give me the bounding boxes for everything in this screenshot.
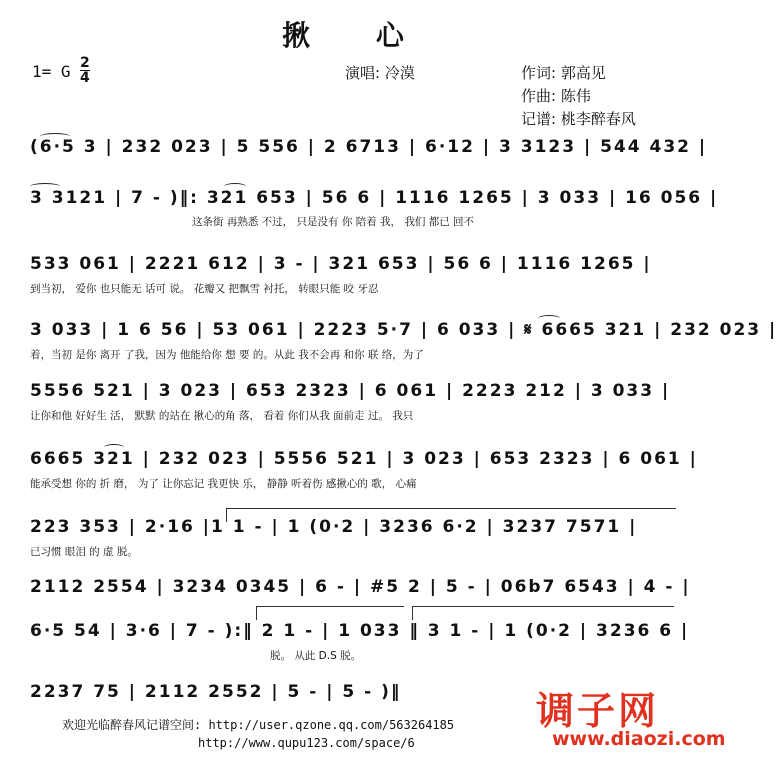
lyric-line-3: 到当初， 爱你 也只能无 话可 说。 花瓣又 把飘雪 衬托， 转眼只能 咬 牙忍 xyxy=(30,283,379,295)
key-signature: 1= G xyxy=(32,62,71,81)
song-title: 揪 心 xyxy=(282,19,432,52)
volta-bracket-2 xyxy=(256,606,404,607)
score-line-7: 223 353 | 2·16 |1 1 - | 1 (0·2 | 3236 6·2 | 3237 7571 | xyxy=(30,517,638,537)
volta-bracket-3-edge xyxy=(412,606,413,620)
lyric-line-6: 能承受想 你的 折 磨， 为了 让你忘记 我更快 乐， 静静 听着伤 感揪心的 歌， 心痛 xyxy=(30,478,417,490)
singer-credit: 演唱: 冷漠 xyxy=(345,64,415,82)
footer-line-1: 欢迎光临醉春风记谱空间: http://user.qzone.qq.com/563264185 xyxy=(62,718,455,732)
score-line-9: 6·5 54 | 3·6 | 7 - ):‖ 2 1 - | 1 033 ‖ 3 1 - | 1 (0·2 | 3236 6 | xyxy=(30,621,690,641)
score-line-2: 3 3121 | 7 - )‖: 321 653 | 56 6 | 1116 1265 | 3 033 | 16 056 | xyxy=(30,188,719,208)
lyric-line-2: 这条街 再熟悉 不过， 只是没有 你 陪着 我， 我们 都已 回不 xyxy=(192,216,475,228)
transcriber-credit: 记谱: 桃李醉春风 xyxy=(521,110,636,128)
score-line-8: 2112 2554 | 3234 0345 | 6 - | #5 2 | 5 - | 06b7 6543 | 4 - | xyxy=(30,577,691,597)
score-line-4: 3 033 | 1 6 56 | 53 061 | 2223 5·7 | 6 033 | 𝄋 6665 321 | 232 023 | xyxy=(30,320,777,340)
volta-bracket-2-edge xyxy=(256,606,257,620)
watermark-logo: 调子网 xyxy=(536,689,660,733)
score-line-10: 2237 75 | 2112 2552 | 5 - | 5 - )‖ xyxy=(30,682,402,702)
footer-line-2: http://www.qupu123.com/space/6 xyxy=(198,736,415,750)
slur-arc xyxy=(224,183,246,190)
lyric-line-7: 已习惯 眼泪 的 虚 脱。 xyxy=(30,546,138,558)
time-signature-top: 2 xyxy=(80,55,90,71)
score-line-3: 533 061 | 2221 612 | 3 - | 321 653 | 56 6 | 1116 1265 | xyxy=(30,254,652,274)
slur-arc xyxy=(104,444,124,451)
composer-credit: 作曲: 陈伟 xyxy=(521,87,591,105)
slur-arc xyxy=(40,133,70,140)
volta-bracket-1 xyxy=(226,508,676,509)
time-signature-bottom: 4 xyxy=(80,70,90,86)
score-line-1: (6·5 3 | 232 023 | 5 556 | 2 6713 | 6·12 | 3 3123 | 544 432 | xyxy=(30,137,708,157)
lyricist-credit: 作词: 郭高见 xyxy=(521,64,606,82)
volta-bracket-3 xyxy=(412,606,674,607)
lyric-line-4: 着，当初 是你 离开 了我，因为 他能给你 想 要 的。从此 我不会再 和你 联 络，为了 xyxy=(30,349,424,361)
watermark-url: www.diaozi.com xyxy=(552,728,726,750)
score-line-6: 6665 321 | 232 023 | 5556 521 | 3 023 | 653 2323 | 6 061 | xyxy=(30,449,698,469)
slur-arc xyxy=(538,315,560,322)
lyric-line-5: 让你和他 好好生 活， 默默 的站在 揪心的角 落， 看着 你们从我 面前走 过。 我只 xyxy=(30,410,414,422)
lyric-line-9: 脱。 从此 D.S 脱。 xyxy=(270,650,362,662)
time-signature xyxy=(80,56,90,85)
score-line-5: 5556 521 | 3 023 | 653 2323 | 6 061 | 2223 212 | 3 033 | xyxy=(30,381,671,401)
slur-arc xyxy=(30,183,60,190)
